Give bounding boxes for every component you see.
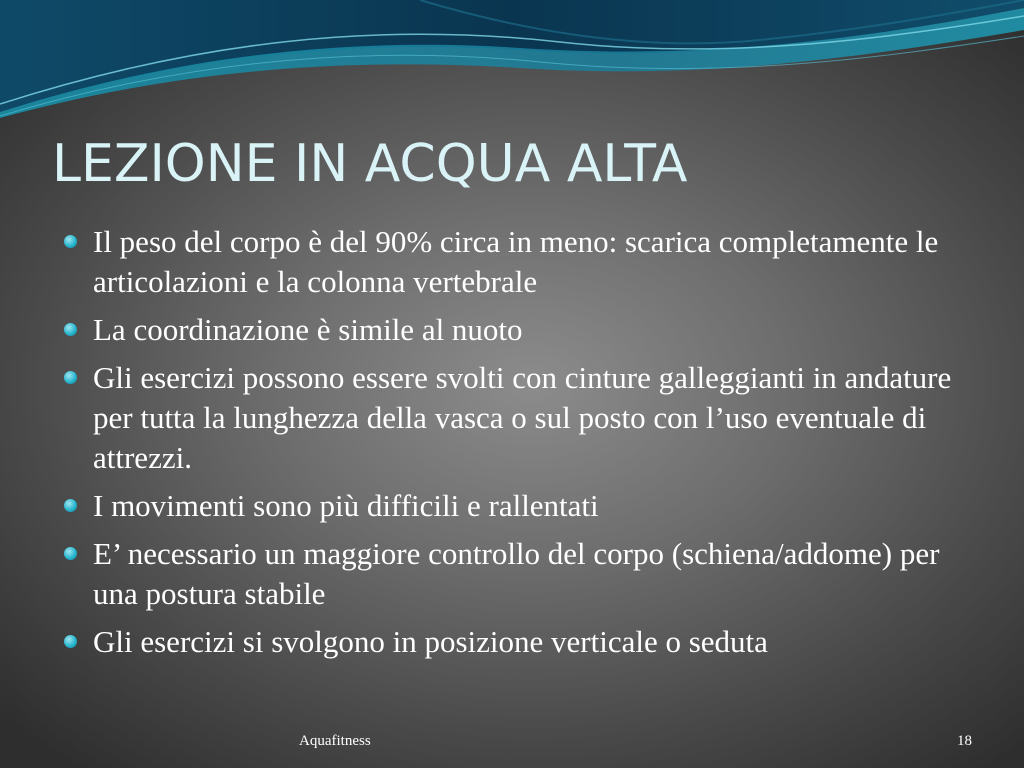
list-item: [60, 310, 980, 350]
bullet-dot-icon: [64, 499, 77, 512]
bullet-dot-icon: [64, 235, 77, 248]
footer-text: Aquafitness: [299, 733, 371, 749]
slide-title: LEZIONE IN ACQUA ALTA: [52, 134, 688, 194]
list-item: [60, 222, 980, 302]
list-item: [60, 534, 980, 614]
bullet-dot-icon: [64, 323, 77, 336]
list-item-text: Gli esercizi possono essere svolti con cinture galleggianti in andature per tutta la lunghezza della vasca o sul posto con l’uso eventuale di attrezzi.: [93, 360, 952, 475]
water-wave-icon: [0, 0, 1024, 120]
bullet-dot-icon: [64, 371, 77, 384]
bullet-dot-icon: [64, 547, 77, 560]
list-item: [60, 622, 980, 662]
list-item-text: Il peso del corpo è del 90% circa in meno: scarica completamente le articolazioni e la colonna vertebrale: [93, 224, 939, 299]
list-item-text: La coordinazione è simile al nuoto: [93, 312, 523, 347]
page-number: 18: [957, 733, 972, 749]
list-item: [60, 486, 980, 526]
list-item: [60, 358, 980, 478]
list-item-text: Gli esercizi si svolgono in posizione verticale o seduta: [93, 624, 768, 659]
list-item-text: I movimenti sono più difficili e rallentati: [93, 488, 599, 523]
list-item-text: E’ necessario un maggiore controllo del corpo (schiena/addome) per una postura stabile: [93, 536, 940, 611]
bullet-dot-icon: [64, 635, 77, 648]
bullet-list: [60, 222, 980, 670]
